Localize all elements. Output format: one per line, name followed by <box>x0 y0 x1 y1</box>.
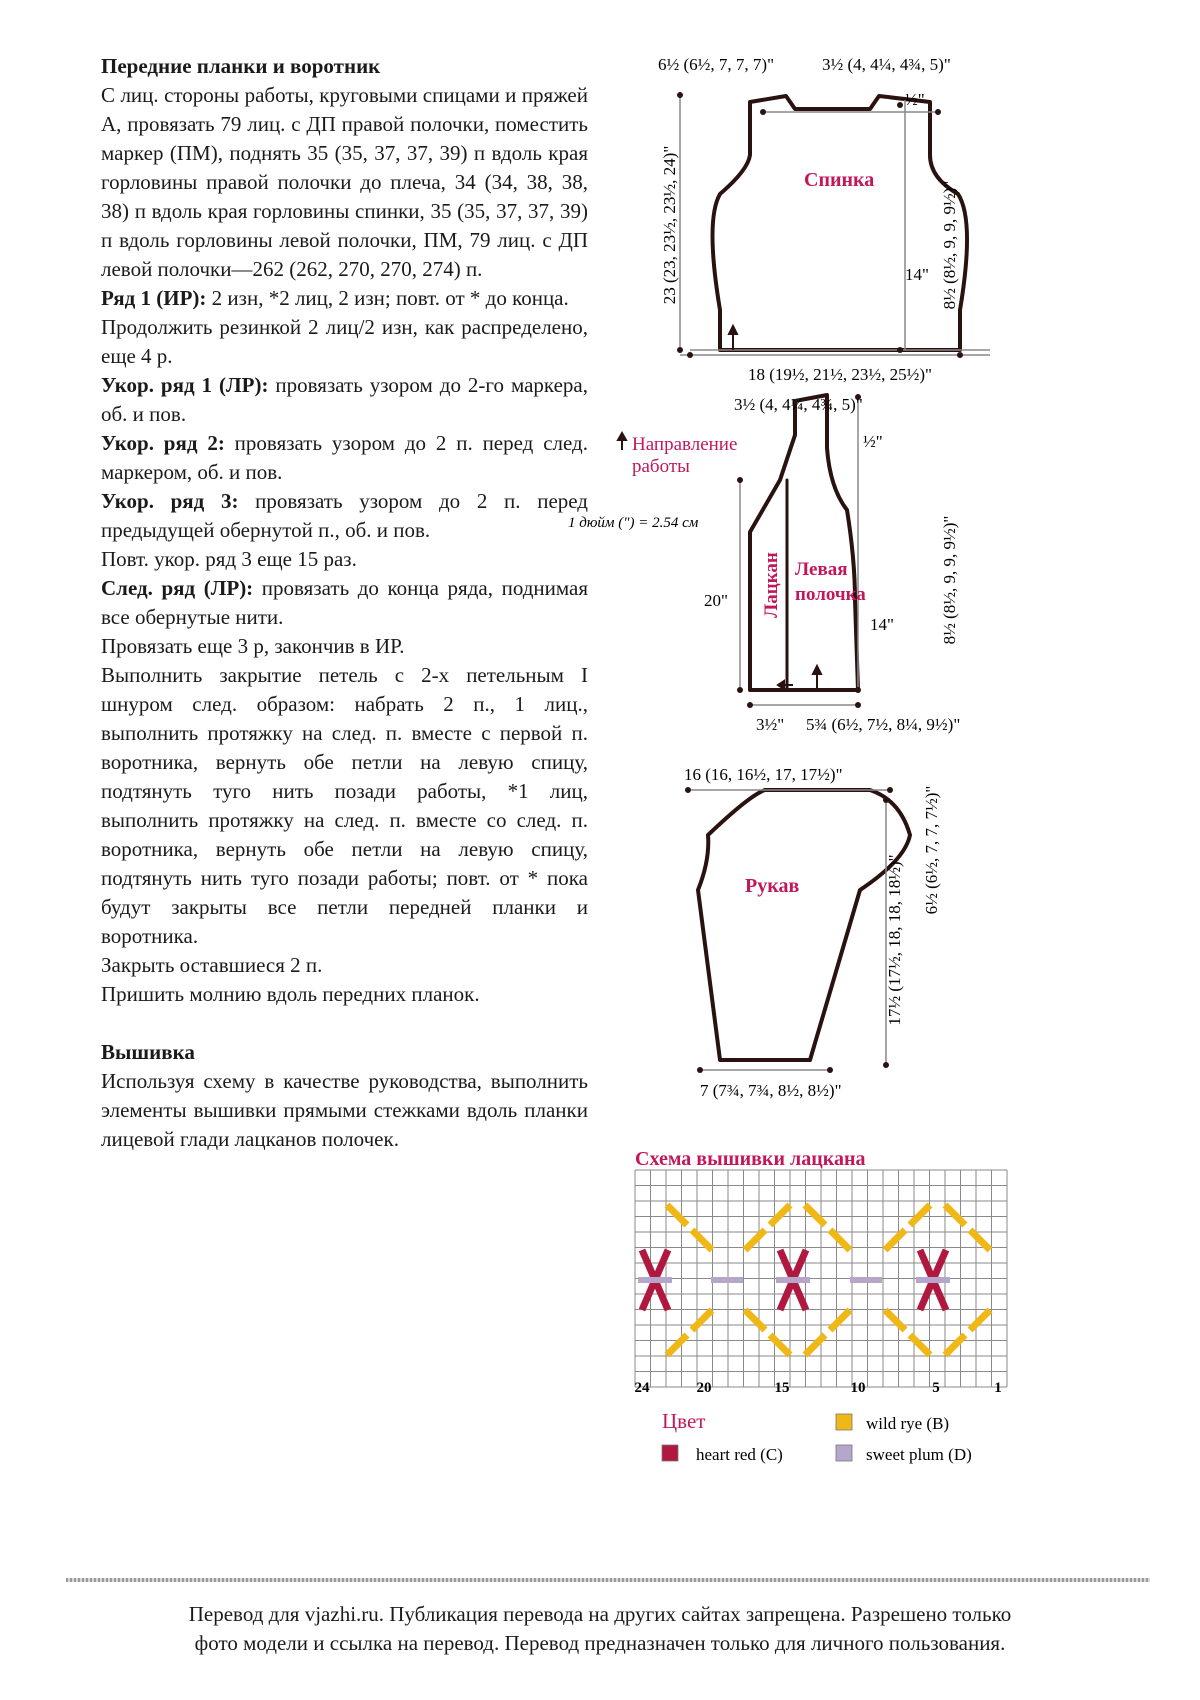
footer-line2: фото модели и ссылка на перевод. Перевод предназначен только для личного пользования. <box>194 1631 1006 1655</box>
short-row3-text: провязать узором до 2 п. перед предыдущей обернутой п., об. и пов. <box>101 489 588 542</box>
front-dim-width: 5¾ (6½, 7½, 8¼, 9½)" <box>806 715 961 734</box>
bindoff-paragraph: Выполнить закрытие петель с 2-х петельным I шнуром след. образом: набрать 2 п., 1 лиц., выполнить протяжку на след. п. вместе с первой п. воротника, вернуть обе петли на левую спицу, подтянуть туго нить позади работы, *1 лиц, выполнить протяжку на след. п. вместе со след. п. воротника, вернуть обе петли на левую спицу, подтянуть нить туго позади работы; повт. от * пока будут закрыты все петли передней планки и воротника. <box>101 663 588 948</box>
front-dim-lapel: 3½" <box>756 715 785 734</box>
close-paragraph: Закрыть оставшиеся 2 п. <box>101 953 323 977</box>
back-dim-armhole: 8½ (8½, 9, 9, 9½)" <box>940 180 959 310</box>
legend-swatch-wild-rye <box>836 1414 852 1430</box>
next-row-text: провязать до конца ряда, поднимая все обернутые нити. <box>101 576 588 629</box>
legend-label-wild-rye: wild rye (B) <box>866 1414 950 1433</box>
section-heading-bands: Передние планки и воротник <box>101 54 381 78</box>
schematics-column <box>568 40 1200 1485</box>
back-outline <box>713 96 968 350</box>
back-dim-width: 18 (19½, 21½, 23½, 25½)" <box>747 365 933 384</box>
short-row2-text: провязать узором до 2 п. перед след. маркером, об. и пов. <box>101 431 588 484</box>
front-label-lapel: Лацкан <box>761 552 782 618</box>
short-row1-text: провязать узором до 2-го маркера, об. и пов. <box>101 373 588 426</box>
intro-paragraph: С лиц. стороны работы, круговыми спицами и пряжей А, провязать 79 лиц. с ДП правой полочки, поместить маркер (ПМ), поднять 35 (35, 37, 37, 39) п вдоль края горловины правой полочки до плеча, 34 (34, 38, 38, 38) п вдоль края горловины спинки, 35 (35, 37, 37, 39) п вдоль горловины левой полочки, ПМ, 79 лиц. с ДП левой полочки—262 (262, 270, 270, 274) п. <box>101 83 588 281</box>
direction-legend-line2: работы <box>632 456 690 477</box>
next-row-label: След. ряд (ЛР): <box>101 576 254 600</box>
short-row3-label: Укор. ряд 3: <box>101 489 239 513</box>
back-dim-top-right: 3½ (4, 4¼, 4¾, 5)" <box>822 55 951 74</box>
continue-paragraph: Продолжить резинкой 2 лиц/2 изн, как распределено, еще 4 р. <box>101 315 588 368</box>
back-dim-length: 23 (23, 23½, 23½, 24)" <box>660 145 679 305</box>
front-label-left: Левая <box>795 559 848 580</box>
legend-swatch-sweet-plum <box>836 1445 852 1461</box>
embroidery-paragraph: Используя схему в качестве руководства, выполнить элементы вышивки прямыми стежками вдоль планки лицевой глади лацканов полочек. <box>101 1069 588 1151</box>
schematics-svg <box>568 40 1200 1480</box>
footer-divider <box>66 1578 1150 1582</box>
back-dim-half: ½" <box>905 90 925 109</box>
more-rows-paragraph: Провязать еще 3 р, закончив в ИР. <box>101 634 405 658</box>
row1-text: 2 изн, *2 лиц, 2 изн; повт. от * до конца. <box>206 286 569 310</box>
sleeve-outline <box>698 790 910 1060</box>
next-row-paragraph <box>101 574 588 632</box>
chart-col-label-5: 5 <box>932 1380 940 1396</box>
short-row3-paragraph <box>101 487 588 545</box>
chart-col-label-1: 1 <box>994 1380 1002 1396</box>
chart-col-label-15: 15 <box>774 1380 790 1396</box>
footer-line1: Перевод для vjazhi.ru. Публикация перевода на других сайтах запрещена. Разрешено только <box>188 1602 1012 1626</box>
short-row1-paragraph <box>101 371 588 429</box>
row1-label: Ряд 1 (ИР): <box>101 286 207 310</box>
short-row2-label: Укор. ряд 2: <box>101 431 225 455</box>
short-row1-label: Укор. ряд 1 (ЛР): <box>101 373 269 397</box>
back-label: Спинка <box>804 169 875 191</box>
front-dim-length: 20" <box>704 591 728 610</box>
chart-stitches <box>638 1205 990 1355</box>
section-heading-embroidery: Вышивка <box>101 1040 195 1064</box>
short-row2-paragraph <box>101 429 588 487</box>
chart-grid <box>635 1170 1007 1387</box>
repeat-paragraph: Повт. укор. ряд 3 еще 15 раз. <box>101 547 357 571</box>
legend-title: Цвет <box>662 1409 706 1433</box>
direction-legend-line1: Направление <box>632 434 738 455</box>
chart-col-label-24: 24 <box>634 1380 650 1396</box>
front-label-left2: полочка <box>795 584 866 605</box>
footer <box>60 1600 1140 1658</box>
sleeve-dim-top: 16 (16, 16½, 17, 17½)" <box>684 765 843 784</box>
front-dim-side: 14" <box>870 615 894 634</box>
sleeve-dim-cuff: 7 (7¾, 7¾, 8½, 8½)" <box>700 1081 842 1100</box>
unit-conversion: 1 дюйм (") = 2.54 см <box>568 515 699 531</box>
front-outline <box>750 395 858 690</box>
front-dim-armhole: 8½ (8½, 9, 9, 9½)" <box>940 515 959 645</box>
chart-col-label-20: 20 <box>696 1380 712 1396</box>
chart-col-label-10: 10 <box>850 1380 866 1396</box>
zipper-paragraph: Пришить молнию вдоль передних планок. <box>101 982 480 1006</box>
legend-label-sweet-plum: sweet plum (D) <box>866 1445 972 1464</box>
instructions-column <box>101 52 588 1154</box>
front-dim-shoulder: 3½ (4, 4¼, 4¾, 5)" <box>734 395 863 414</box>
legend-swatch-heart-red <box>662 1445 678 1461</box>
sleeve-dim-length: 17½ (17½, 18, 18, 18½)" <box>885 854 904 1026</box>
row1-paragraph <box>101 284 588 313</box>
back-dim-top-left: 6½ (6½, 7, 7, 7)" <box>658 55 775 74</box>
front-dim-half: ½" <box>863 432 883 451</box>
sleeve-label: Рукав <box>745 875 800 897</box>
legend-label-heart-red: heart red (C) <box>696 1445 783 1464</box>
chart-column-labels <box>635 1380 1002 1396</box>
back-dim-side: 14" <box>905 265 929 284</box>
chart-title: Схема вышивки лацкана <box>635 1148 866 1170</box>
sleeve-dim-cap: 6½ (6½, 7, 7, 7½)" <box>922 785 941 915</box>
